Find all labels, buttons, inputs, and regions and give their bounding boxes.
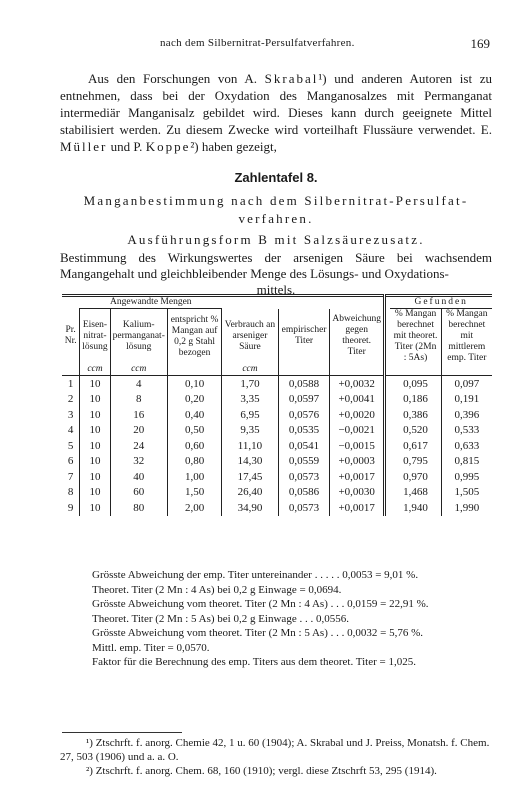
table-cell: 0,520 — [403, 424, 428, 437]
table-cell: 0,970 — [403, 470, 428, 483]
table-cell: 20 — [110, 423, 167, 439]
table-cell: +0,0020 — [330, 407, 385, 423]
col-verbrauch: Verbrauch an arseniger Säure — [222, 309, 278, 365]
table-cell: 3,35 — [222, 392, 278, 408]
table-row — [62, 438, 492, 454]
table-cell: 1,00 — [167, 469, 221, 485]
running-header — [60, 36, 490, 52]
table-cell: 8 — [67, 486, 74, 499]
table-cell: 32 — [110, 454, 167, 470]
footnote-2: ²) Ztschrft. f. anorg. Chem. 68, 160 (1910); vergl. diese Ztschrft 53, 295 (1914). — [86, 765, 437, 777]
note-line: Theoret. Titer (2 Mn : 5 As) bei 0,2 g Einwage . . . 0,0556. — [92, 612, 349, 625]
table-cell: 0,396 — [441, 407, 492, 423]
table-cell: 0,50 — [167, 423, 221, 439]
table-cell: 10 — [80, 500, 110, 516]
table-title-line1: Manganbestimmung nach dem Silbernitrat-Persulfat- — [83, 193, 469, 208]
table-row — [62, 485, 492, 501]
table-cell: 10 — [80, 376, 110, 392]
table-cell: 7 — [67, 470, 74, 483]
author-koppe: Koppe — [145, 139, 191, 154]
table-cell: 3 — [67, 408, 74, 421]
table-row — [62, 469, 492, 485]
author-mueller: Müller — [60, 139, 108, 154]
table-cell: 16 — [110, 407, 167, 423]
table-cell: 10 — [80, 485, 110, 501]
footnote-rule — [62, 732, 182, 733]
table-cell: 34,90 — [222, 500, 278, 516]
table-number: Zahlentafel 8. — [234, 170, 318, 185]
table-cell: 0,0586 — [278, 485, 330, 501]
intro-paragraph — [60, 70, 492, 155]
table-cell: 40 — [110, 469, 167, 485]
col-abweichung: Abweichung gegen theoret. Titer — [330, 309, 385, 365]
unit-verbrauch: ccm — [222, 364, 278, 376]
footnote-1: ¹) Ztschrft. f. anorg. Chemie 42, 1 u. 60 (1904); A. Skrabal und J. Preiss, Monatsh. f. Chem. 27, 503 (1906) und a. a. O. — [60, 737, 490, 763]
col-nr: Pr. Nr. — [64, 325, 77, 347]
group-left-header: Angewandte Mengen — [80, 296, 222, 309]
table-form: Ausführungsform B mit Salzsäurezusatz. — [127, 232, 425, 247]
table-cell: 0,0541 — [278, 438, 330, 454]
table-cell: 0,795 — [403, 455, 428, 468]
table-cell: 1,70 — [222, 376, 278, 392]
table-cell: 24 — [110, 438, 167, 454]
summary-notes — [92, 568, 492, 670]
note-line: Grösste Abweichung der emp. Titer untereinander . . . . . 0,0053 = 9,01 %. — [92, 569, 419, 581]
unit-eisen: ccm — [80, 364, 110, 376]
table-cell: 1,468 — [403, 486, 428, 499]
intro-text-2: ¹) und anderen Autoren ist zu entnehmen, dass bei der Oxydation des Manganosalzes mit Permanganat intermediär Manganisalz gebildet wird. Dieses kann durch geeignete Mittel stabilisiert werden. Zu diesem Zwecke wird vorteilhaft Flussäure verwendet. E. — [60, 71, 492, 137]
table-row — [62, 407, 492, 423]
table-description-text: Bestimmung des Wirkungswertes der arsenigen Säure bei wachsendem Mangangehalt und gleichbleibender Menge des Lösungs- und Oxydations- — [60, 250, 492, 281]
table-row — [62, 500, 492, 516]
table-cell: 11,10 — [222, 438, 278, 454]
table-cell: 0,191 — [441, 392, 492, 408]
table-cell: 0,0588 — [278, 376, 330, 392]
table-cell: 0,10 — [167, 376, 221, 392]
table-cell: 4 — [110, 376, 167, 392]
table-cell: 0,20 — [167, 392, 221, 408]
running-title: nach dem Silbernitrat-Persulfatverfahren. — [160, 37, 355, 49]
table-cell: 0,617 — [403, 439, 428, 452]
note-line: Grösste Abweichung vom theoret. Titer (2 Mn : 4 As) . . . 0,0159 = 22,91 %. — [92, 598, 429, 610]
table-cell: 2,00 — [167, 500, 221, 516]
table-cell: −0,0015 — [330, 438, 385, 454]
table-cell: 0,60 — [167, 438, 221, 454]
table-cell: 0,40 — [167, 407, 221, 423]
table-cell: +0,0003 — [330, 454, 385, 470]
table-cell: 0,386 — [403, 408, 428, 421]
col-mangan-theoret: % Mangan berechnet mit theoret. Titer (2Mn : 5As) — [393, 309, 438, 363]
table-cell: 9 — [67, 501, 74, 514]
table-cell: +0,0017 — [330, 469, 385, 485]
table-cell: 9,35 — [222, 423, 278, 439]
col-eisen: Eisen- nitrat- lösung — [80, 309, 110, 365]
table-cell: 26,40 — [222, 485, 278, 501]
table-row — [62, 376, 492, 392]
table-cell: 10 — [80, 454, 110, 470]
table-cell: 17,45 — [222, 469, 278, 485]
table-body — [62, 376, 492, 516]
note-line: Grösste Abweichung vom theoret. Titer (2 Mn : 5 As) . . . 0,0032 = 5,76 %. — [92, 627, 423, 639]
intro-text-4: ²) haben gezeigt, — [190, 139, 277, 154]
table-cell: −0,0021 — [330, 423, 385, 439]
table-cell: 10 — [80, 469, 110, 485]
table-description-end: mittels. — [256, 282, 296, 297]
table-cell: 1,940 — [403, 501, 428, 514]
table-cell: 1,990 — [441, 500, 492, 516]
table-cell: 0,995 — [441, 469, 492, 485]
table-cell: 60 — [110, 485, 167, 501]
table-cell: 1,50 — [167, 485, 221, 501]
table-cell: 1 — [67, 377, 74, 390]
col-kalium: Kalium-permanganat-lösung — [110, 309, 167, 365]
table-row — [62, 423, 492, 439]
table-cell: 0,0559 — [278, 454, 330, 470]
table-row — [62, 392, 492, 408]
data-table — [62, 294, 492, 516]
table-cell: 0,097 — [441, 376, 492, 392]
table-cell: +0,0032 — [330, 376, 385, 392]
group-right-header: Gefunden — [390, 296, 492, 309]
author-skrabal: Skrabal — [264, 71, 319, 86]
table-cell: 80 — [110, 500, 167, 516]
note-line: Faktor für die Berechnung des emp. Titers aus dem theoret. Titer = 1,025. — [92, 656, 416, 668]
table-cell: 0,0535 — [278, 423, 330, 439]
table-cell: 8 — [110, 392, 167, 408]
table-title-line2: verfahren. — [238, 211, 314, 226]
table-cell: 1,505 — [441, 485, 492, 501]
table-cell: 0,0573 — [278, 469, 330, 485]
table-cell: 0,533 — [441, 423, 492, 439]
table-cell: 0,0573 — [278, 500, 330, 516]
table-cell: +0,0030 — [330, 485, 385, 501]
col-mangan-emp: % Mangan berechnet mit mittlerem emp. Titer — [441, 309, 492, 365]
table-cell: 4 — [67, 424, 74, 437]
note-line: Mittl. emp. Titer = 0,0570. — [92, 641, 210, 654]
table-cell: 0,095 — [403, 377, 428, 390]
table-cell: 10 — [80, 392, 110, 408]
col-titer: empirischer Titer — [278, 309, 330, 365]
table-cell: 0,633 — [441, 438, 492, 454]
table-cell: 10 — [80, 423, 110, 439]
table-cell: 2 — [67, 393, 74, 406]
note-line: Theoret. Titer (2 Mn : 4 As) bei 0,2 g Einwage = 0,0694. — [92, 583, 342, 596]
table-cell: 10 — [80, 438, 110, 454]
table-cell: 6 — [67, 455, 74, 468]
table-row — [62, 454, 492, 470]
table-cell: 0,80 — [167, 454, 221, 470]
table-cell: +0,0017 — [330, 500, 385, 516]
intro-text-3: und P. — [107, 139, 146, 154]
table-cell: 14,30 — [222, 454, 278, 470]
table-cell: 0,0597 — [278, 392, 330, 408]
table-cell: 0,815 — [441, 454, 492, 470]
footnotes — [60, 736, 492, 778]
table-description — [60, 250, 492, 298]
page-number: 169 — [470, 36, 490, 51]
table-cell: 0,186 — [403, 393, 428, 406]
col-entspricht: entspricht % Mangan auf 0,2 g Stahl bezogen — [167, 309, 221, 365]
table-cell: 0,0576 — [278, 407, 330, 423]
table-cell: 6,95 — [222, 407, 278, 423]
table-cell: 10 — [80, 407, 110, 423]
table-cell: +0,0041 — [330, 392, 385, 408]
intro-text-1: Aus den Forschungen von A. — [88, 71, 265, 86]
table-cell: 5 — [67, 439, 74, 452]
unit-kalium: ccm — [110, 364, 167, 376]
